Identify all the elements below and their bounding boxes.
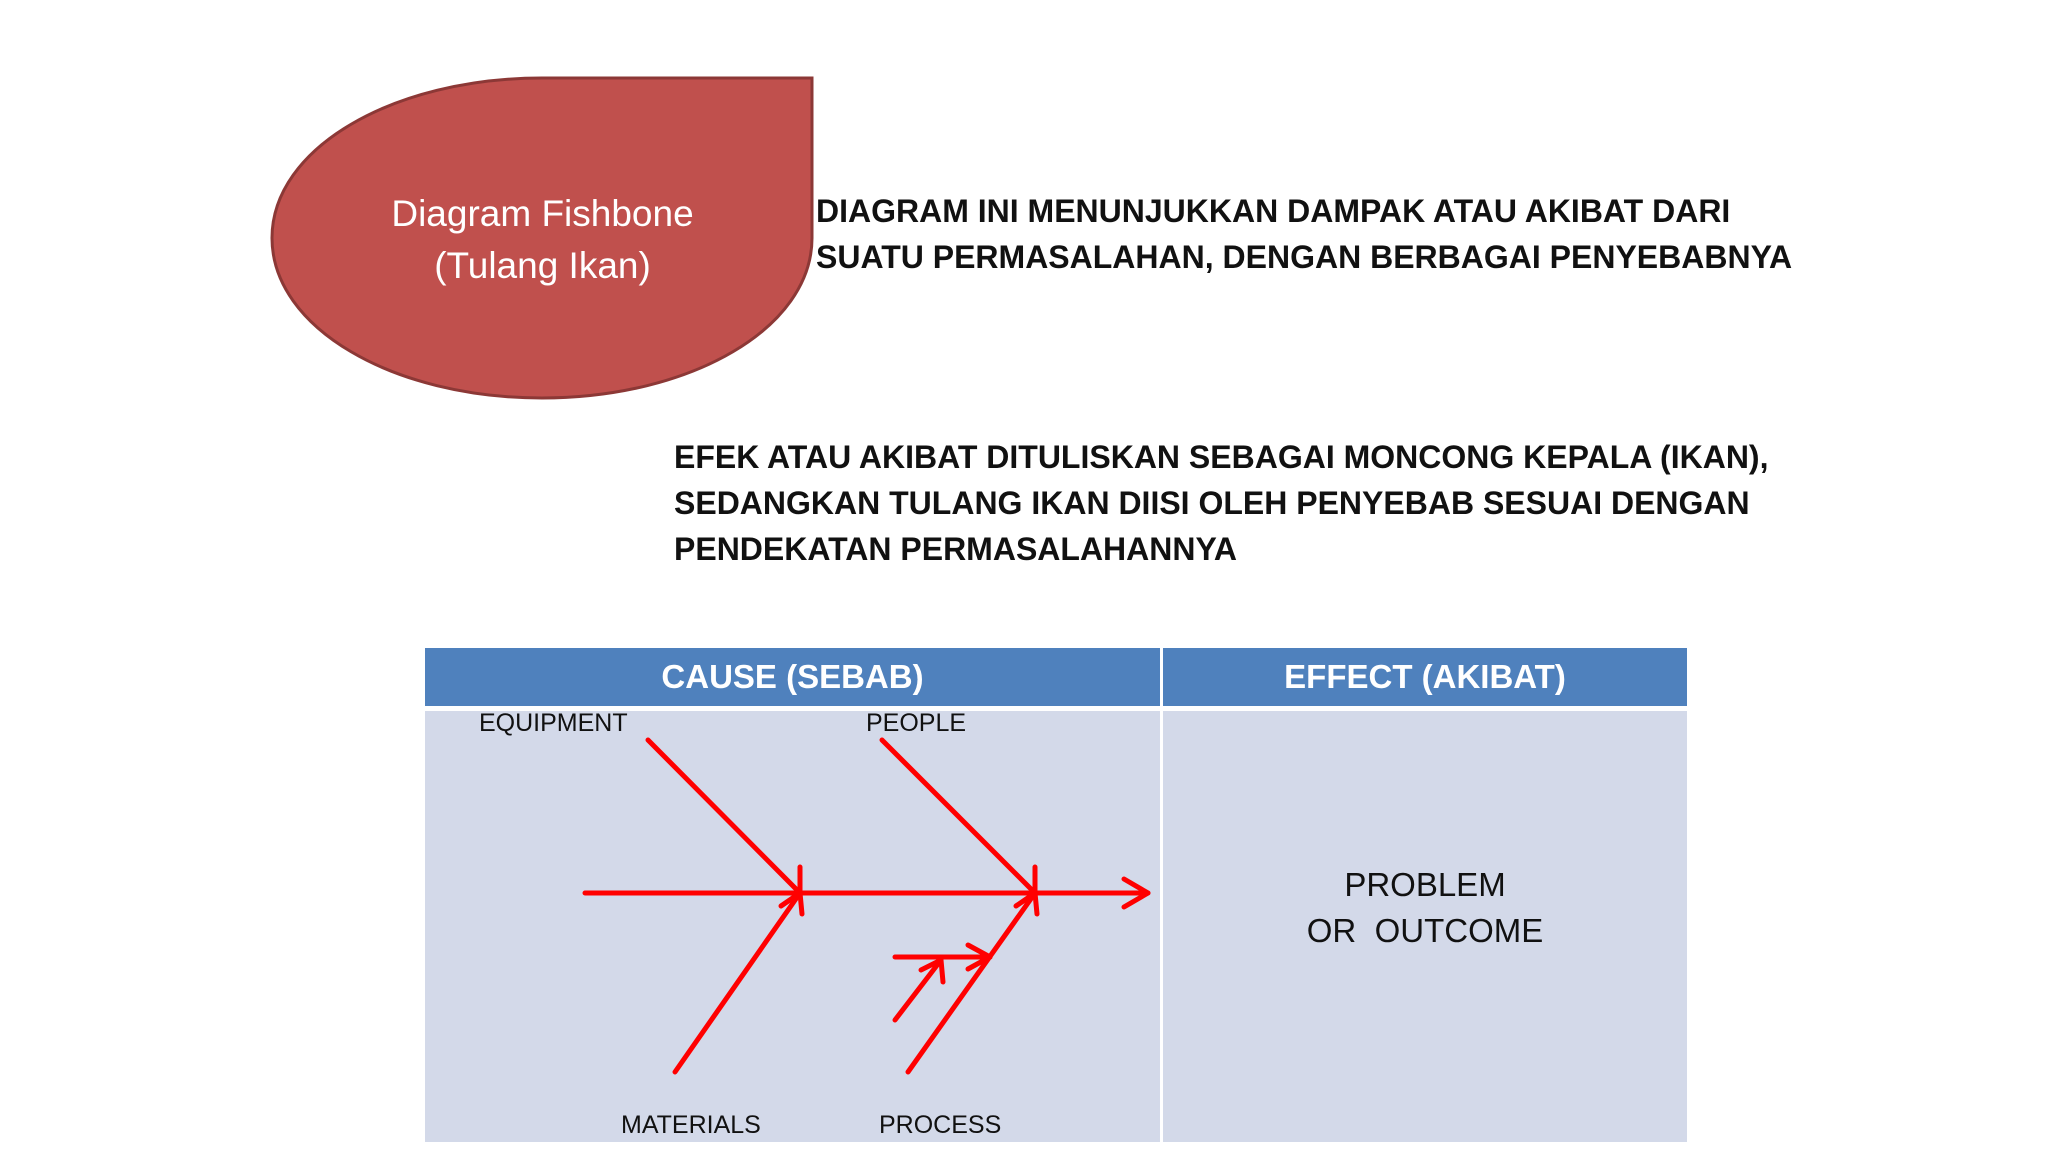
badge-title-line2: (Tulang Ikan) xyxy=(434,245,651,286)
people-label: PEOPLE xyxy=(866,709,967,737)
effect-header: EFFECT (AKIBAT) xyxy=(1163,648,1687,706)
people-bone xyxy=(882,740,1035,893)
cause-header: CAUSE (SEBAB) xyxy=(425,648,1160,706)
materials-label: MATERIALS xyxy=(621,1111,761,1139)
materials-bone xyxy=(675,893,802,1072)
effect-line2: OR OUTCOME xyxy=(1306,912,1544,949)
spine-arrow xyxy=(585,879,1148,907)
equipment-label: EQUIPMENT xyxy=(479,709,628,737)
description-line: SEDANGKAN TULANG IKAN DIISI OLEH PENYEBAB SESUAI DENGAN xyxy=(674,485,1750,521)
description-line: EFEK ATAU AKIBAT DITULISKAN SEBAGAI MONCONG KEPALA (IKAN), xyxy=(674,439,1769,475)
process-sub-bone-diagonal xyxy=(895,960,943,1020)
process-bone xyxy=(908,893,1037,1072)
badge-title-line1: Diagram Fishbone xyxy=(391,193,694,234)
description-line: SUATU PERMASALAHAN, DENGAN BERBAGAI PENYEBABNYA xyxy=(816,239,1793,275)
equipment-bone xyxy=(648,740,800,893)
description-line: PENDEKATAN PERMASALAHANNYA xyxy=(674,531,1237,567)
description-line: DIAGRAM INI MENUNJUKKAN DAMPAK ATAU AKIBAT DARI xyxy=(816,193,1731,229)
effect-line1: PROBLEM xyxy=(1344,866,1506,903)
effect-text xyxy=(1163,862,1687,954)
process-label: PROCESS xyxy=(879,1111,1002,1139)
